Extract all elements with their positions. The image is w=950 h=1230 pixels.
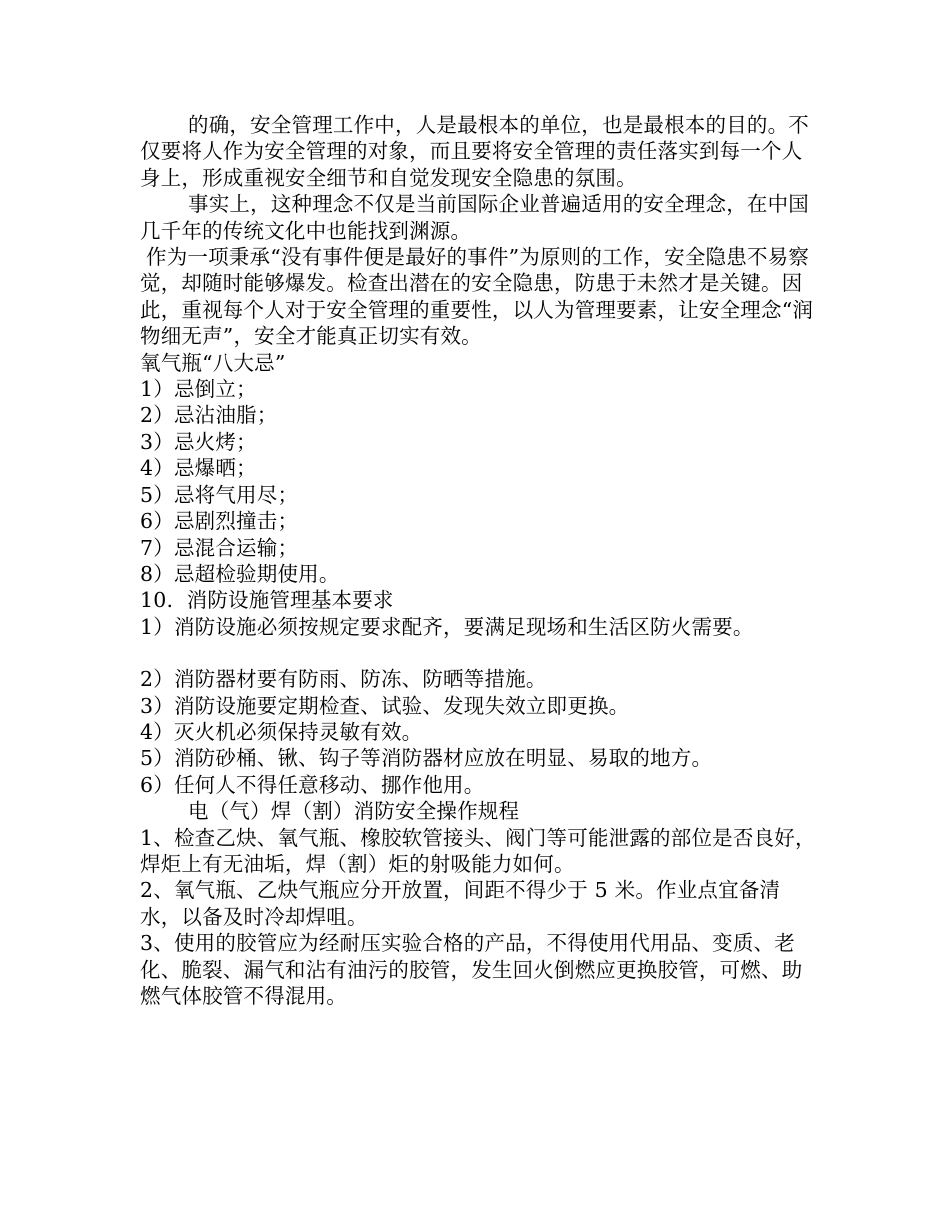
blank-line bbox=[140, 640, 820, 666]
document-body bbox=[140, 112, 820, 1009]
list-item: 6）任何人不得任意移动、挪作他用。 bbox=[140, 772, 485, 797]
welding-procedure-list bbox=[140, 825, 820, 1010]
list-item: 6）忌剧烈撞击； bbox=[140, 509, 299, 534]
list-item: 2）忌沾油脂； bbox=[140, 403, 278, 428]
list-item: 2、氧气瓶、乙炔气瓶应分开放置，间距不得少于 5 米。作业点宜备清水，以备及时冷却焊咀。 bbox=[140, 878, 781, 929]
list-item: 3）忌火烤； bbox=[140, 429, 257, 454]
list-item: 3）消防设施要定期检查、试验、发现失效立即更换。 bbox=[140, 693, 630, 718]
list-item: 5）忌将气用尽； bbox=[140, 482, 299, 507]
paragraph-safety-management: 的确，安全管理工作中，人是最根本的单位，也是最根本的目的。不仅要将人作为安全管理的对象，而且要将安全管理的责任落实到每一个人身上，形成重视安全细节和自觉发现安全隐患的氛围。 bbox=[140, 113, 809, 190]
list-item: 1）忌倒立； bbox=[140, 377, 257, 402]
list-item: 5）消防砂桶、锹、钩子等消防器材应放在明显、易取的地方。 bbox=[140, 746, 713, 771]
oxygen-cylinder-heading: 氧气瓶“八大忌” bbox=[140, 350, 286, 375]
list-item: 4）忌爆晒； bbox=[140, 456, 257, 481]
list-item: 3、使用的胶管应为经耐压实验合格的产品，不得使用代用品、变质、老化、脆裂、漏气和沾有油污的胶管，发生回火倒燃应更换胶管，可燃、助燃气体胶管不得混用。 bbox=[140, 931, 803, 1008]
fire-facility-heading: 10. 消防设施管理基本要求 bbox=[140, 588, 394, 613]
list-item: 1、检查乙炔、氧气瓶、橡胶软管接头、阀门等可能泄露的部位是否良好，焊炬上有无油垢，焊（割）炬的射吸能力如何。 bbox=[140, 825, 816, 876]
paragraph-hidden-dangers: 作为一项秉承“没有事件便是最好的事件”为原则的工作，安全隐患不易察觉，却随时能够爆发。检查出潜在的安全隐患，防患于未然才是关键。因此，重视每个人对于安全管理的重要性，以人为管理要素，让安全理念“润物细无声”，安全才能真正切实有效。 bbox=[140, 245, 814, 349]
list-item: 7）忌混合运输； bbox=[140, 535, 299, 560]
list-item: 4）灭火机必须保持灵敏有效。 bbox=[140, 719, 423, 744]
welding-procedure-heading: 电（气）焊（割）消防安全操作规程 bbox=[188, 799, 520, 824]
paragraph-safety-concept: 事实上，这种理念不仅是当前国际企业普遍适用的安全理念，在中国几千年的传统文化中也能找到渊源。 bbox=[140, 192, 809, 243]
list-item: 2）消防器材要有防雨、防冻、防晒等措施。 bbox=[140, 667, 547, 692]
fire-facility-list bbox=[140, 666, 820, 798]
oxygen-taboo-list bbox=[140, 376, 820, 587]
list-item: 1）消防设施必须按规定要求配齐，要满足现场和生活区防火需要。 bbox=[140, 614, 754, 639]
list-item: 8）忌超检验期使用。 bbox=[140, 561, 340, 586]
